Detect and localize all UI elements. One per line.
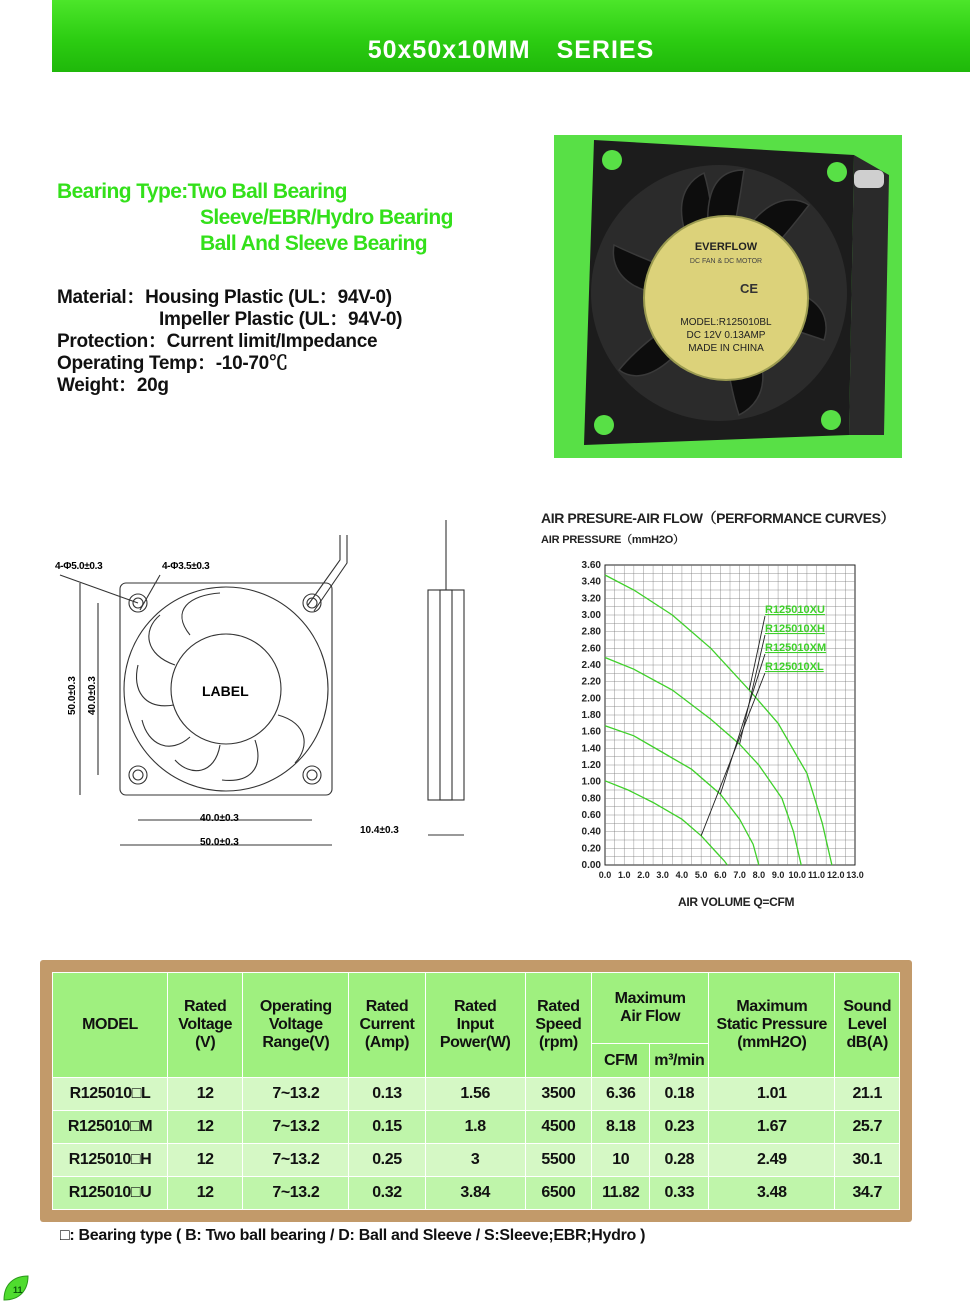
page-number: 11 xyxy=(13,1285,23,1295)
bearing-type-2: Sleeve/EBR/Hydro Bearing xyxy=(200,206,453,229)
dim-height-outer: 50.0±0.3 xyxy=(67,676,78,715)
spec-weight: Weight：20g xyxy=(57,375,169,396)
col-rated-input: Rated Input Power(W) xyxy=(425,973,525,1078)
bearing-type-3: Ball And Sleeve Bearing xyxy=(200,232,428,255)
drawing-label: LABEL xyxy=(202,683,249,699)
x-tick-label: 10.0 xyxy=(788,870,807,880)
dim-thickness: 10.4±0.3 xyxy=(360,825,399,836)
col-rated-voltage: Rated Voltage (V) xyxy=(168,973,243,1078)
label-ce: CE xyxy=(739,281,759,296)
legend-R125010XM: R125010XM xyxy=(765,642,827,654)
table-row: R125010□L 12 7~13.2 0.13 1.56 3500 6.36 0.18 1.01 21.1 xyxy=(53,1078,900,1111)
table-row: R125010□M 12 7~13.2 0.15 1.8 4500 8.18 0.23 1.67 25.7 xyxy=(53,1111,900,1144)
y-tick-label: 0.00 xyxy=(581,860,601,871)
y-tick-label: 1.80 xyxy=(581,710,601,721)
col-max-airflow: Maximum Air Flow xyxy=(592,973,709,1044)
header-banner xyxy=(52,0,970,72)
label-rating: DC 12V 0.13AMP xyxy=(686,330,766,341)
legend-R125010XL: R125010XL xyxy=(765,661,824,673)
col-operating-voltage: Operating Voltage Range(V) xyxy=(243,973,349,1078)
fan-illustration xyxy=(554,135,902,458)
leaf-icon xyxy=(0,1272,32,1304)
x-tick-label: 11.0 xyxy=(808,870,826,880)
y-tick-label: 1.20 xyxy=(581,760,601,771)
col-cfm: CFM xyxy=(592,1044,650,1078)
y-tick-label: 1.00 xyxy=(581,776,601,788)
col-m3min: m³/min xyxy=(650,1044,709,1078)
y-tick-label: 2.80 xyxy=(581,626,601,638)
y-tick-label: 3.00 xyxy=(581,610,601,621)
x-tick-label: 6.0 xyxy=(714,870,727,880)
y-tick-label: 3.20 xyxy=(581,593,601,605)
dim-width-inner: 40.0±0.3 xyxy=(200,813,239,824)
y-tick-label: 2.60 xyxy=(581,643,601,655)
chart-svg xyxy=(570,560,900,885)
dim-hole-outer: 4-Φ5.0±0.3 xyxy=(55,561,103,572)
label-model: MODEL:R125010BL xyxy=(680,317,772,328)
dim-width-outer: 50.0±0.3 xyxy=(200,837,239,848)
y-tick-label: 2.00 xyxy=(581,693,601,705)
x-tick-label: 3.0 xyxy=(656,870,669,880)
y-tick-label: 1.60 xyxy=(581,726,601,738)
label-origin: MADE IN CHINA xyxy=(688,343,764,354)
col-max-static: Maximum Static Pressure (mmH2O) xyxy=(709,973,835,1078)
x-tick-label: 2.0 xyxy=(637,870,650,880)
col-sound: Sound Level dB(A) xyxy=(835,973,900,1078)
x-tick-label: 4.0 xyxy=(675,870,689,880)
x-tick-label: 1.0 xyxy=(617,870,631,880)
spec-operating-temp: Operating Temp：-10-70℃ xyxy=(57,353,288,374)
dim-hole-inner: 4-Φ3.5±0.3 xyxy=(162,561,210,572)
x-tick-label: 0.0 xyxy=(598,870,612,880)
drawing-svg xyxy=(50,515,490,860)
spec-material: Material：Housing Plastic (UL：94V-0) xyxy=(57,287,392,308)
x-tick-label: 13.0 xyxy=(846,870,864,880)
table-row: R125010□U 12 7~13.2 0.32 3.84 6500 11.82 0.33 3.48 34.7 xyxy=(53,1177,900,1210)
y-tick-label: 2.20 xyxy=(581,676,601,688)
technical-drawing xyxy=(50,515,490,860)
fan-photo xyxy=(554,135,902,458)
chart-title: AIR PRESURE-AIR FLOW（PERFORMANCE CURVES） xyxy=(541,510,895,526)
performance-chart xyxy=(570,560,900,885)
x-tick-label: 9.0 xyxy=(771,870,785,880)
spec-material-impeller: Impeller Plastic (UL：94V-0) xyxy=(159,309,403,330)
footnote: □: Bearing type ( B: Two ball bearing / D: Ball and Sleeve / S:Sleeve;EBR;Hydro ) xyxy=(60,1227,646,1244)
y-tick-label: 0.80 xyxy=(581,793,601,805)
table-row: R125010□H 12 7~13.2 0.25 3 5500 10 0.28 2.49 30.1 xyxy=(53,1144,900,1177)
y-tick-label: 3.60 xyxy=(581,560,601,571)
page-title: 50x50x10MM SERIES xyxy=(367,36,655,64)
x-tick-label: 5.0 xyxy=(694,870,708,880)
legend-R125010XU: R125010XU xyxy=(765,604,825,616)
x-tick-label: 7.0 xyxy=(733,870,746,880)
col-model: MODEL xyxy=(53,973,168,1078)
chart-xlabel: AIR VOLUME Q=CFM xyxy=(678,895,795,909)
col-rated-speed: Rated Speed (rpm) xyxy=(525,973,591,1078)
y-tick-label: 0.20 xyxy=(581,843,601,855)
bearing-type-label: Bearing Type:Two Ball Bearing xyxy=(57,180,347,203)
spec-table xyxy=(52,972,900,1210)
label-brand: EVERFLOW xyxy=(694,241,758,253)
dim-height-inner: 40.0±0.3 xyxy=(87,676,98,715)
col-rated-current: Rated Current (Amp) xyxy=(349,973,425,1078)
chart-ylabel: AIR PRESSURE（mmH2O） xyxy=(541,534,684,546)
y-tick-label: 0.40 xyxy=(581,826,601,838)
spec-protection: Protection：Current limit/Impedance xyxy=(57,331,378,352)
y-tick-label: 1.40 xyxy=(581,743,601,755)
x-tick-label: 12.0 xyxy=(827,870,845,880)
x-tick-label: 8.0 xyxy=(752,870,766,880)
legend-R125010XH: R125010XH xyxy=(765,623,825,635)
y-tick-label: 2.40 xyxy=(581,660,601,671)
page-number-badge xyxy=(0,1272,32,1304)
label-sub: DC FAN & DC MOTOR xyxy=(689,258,763,265)
y-tick-label: 0.60 xyxy=(581,810,601,821)
y-tick-label: 3.40 xyxy=(581,576,601,588)
spec-table-frame xyxy=(40,960,912,1222)
